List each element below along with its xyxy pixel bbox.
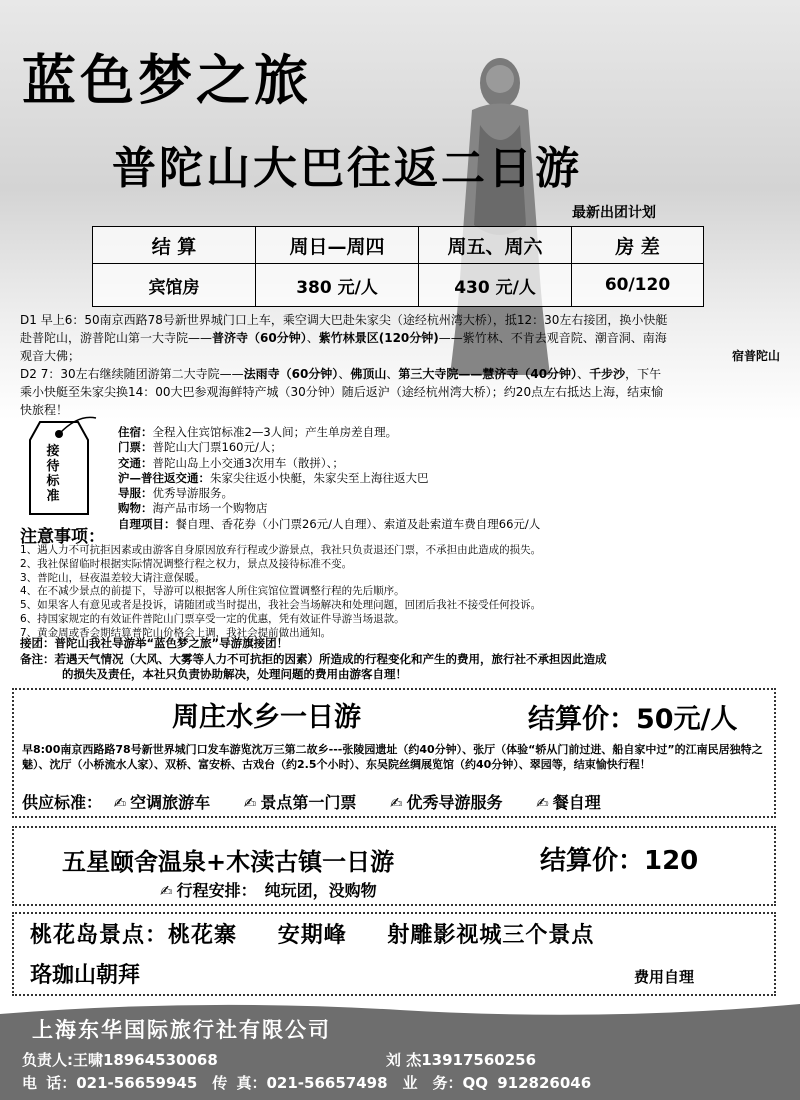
price-table-header [93, 227, 704, 264]
standard-item [118, 440, 540, 455]
itinerary-day1 [20, 311, 780, 365]
price-cell: 60/120 [572, 264, 704, 307]
standard-value: 普陀山大门票160元/人； [152, 440, 282, 455]
standard-value: 餐自理、香花券（小门票26元/人自理）、索道及赴索道车费自理66元/人 [175, 516, 541, 531]
standard-value: 海产品市场一个购物店 [152, 501, 268, 516]
itinerary-bold: 千步沙 [589, 367, 626, 381]
contact-manager: 负责人:王啸18964530068 [22, 1051, 218, 1069]
supply-text: 优秀导游服务 [406, 793, 503, 812]
itinerary-bold: 第三大寺院——慧济寺（40分钟） [398, 367, 578, 381]
tour3-spot: 射雕影视城三个景点 [387, 923, 595, 948]
brand-title: 蓝色梦之旅 [22, 49, 312, 112]
itinerary-line [20, 365, 780, 383]
header-cell: 房 差 [572, 227, 704, 264]
supply-text: 景点第一门票 [260, 793, 357, 812]
supply-item [244, 793, 357, 812]
tour1-supply [22, 790, 782, 813]
tour2-title: 五星颐舍温泉+木渎古镇一日游 [62, 848, 395, 876]
price-cell: 430 元/人 [419, 264, 572, 307]
tour2-price: 结算价：120 [540, 846, 699, 876]
tour3-fee: 费用自理 [634, 968, 695, 986]
price-cell: 宾馆房 [93, 264, 256, 307]
itinerary-line [20, 329, 780, 347]
notice-item: 3、普陀山，昼夜温差较大请注意保暖。 [20, 571, 206, 584]
supply-text: 空调旅游车 [130, 793, 211, 812]
standard-item [118, 471, 540, 486]
itinerary-bold: 法雨寺（60分钟） [243, 367, 339, 381]
supply-label: 供应标准： [22, 793, 103, 812]
standard-key: 交通： [118, 455, 153, 470]
tour2-desc-text: 行程安排： 纯玩团，没购物 [176, 881, 377, 900]
itinerary-text: 、 [338, 367, 351, 381]
pen-icon: ✍ [160, 882, 173, 900]
itinerary-text: 、 [577, 367, 590, 381]
pen-icon: ✍ [389, 794, 403, 812]
notice-title: 注意事项： [20, 527, 105, 547]
itinerary-text: 、 [386, 367, 399, 381]
remark-line: 的损失及责任，本社只负责协助解决，处理问题的费用由游客自理！ [62, 667, 407, 681]
pen-icon: ✍ [113, 794, 127, 812]
remark-line: 备注：若遇天气情况（大风、大雾等人力不可抗拒的因素）所造成的行程变化和产生的费用，旅行社不承担因此造成 [20, 651, 607, 666]
price-table [92, 226, 704, 307]
itinerary-text: ，下午 [625, 367, 662, 381]
standard-item [118, 425, 540, 440]
tour1-title: 周庄水乡一日游 [172, 702, 361, 733]
itinerary-bold: 紫竹林景区(120分钟) [318, 331, 439, 345]
standard-key: 自理项目： [118, 516, 176, 531]
itinerary-text: 、 [306, 331, 319, 345]
contact-second: 刘 杰13917560256 [386, 1051, 537, 1069]
standard-item [118, 456, 540, 471]
latest-plan-label: 最新出团计划 [572, 205, 656, 221]
tour3-line1 [30, 918, 626, 949]
itinerary-text: ——紫竹林、不肯去观音院、潮音洞、南海 [438, 331, 667, 345]
itinerary-bold: 普济寺（60分钟） [212, 331, 307, 345]
pen-icon: ✍ [243, 794, 257, 812]
itinerary-text: D2 7：30左右继续随团游第二大寺院—— [20, 367, 244, 381]
reception-standards [118, 425, 540, 532]
standard-value: 全程入住宾馆标准2—3人间；产生单房差自理。 [152, 425, 398, 439]
itinerary-line: 乘小快艇至朱家尖换14：00大巴参观海鲜特产城（30分钟）随后返沪（途经杭州湾大桥）；约20点左右抵达上海，结束愉 [20, 385, 664, 399]
notice-item: 6、持国家规定的有效证件普陀山门票享受一定的优惠，凭有效证件导游当场退款。 [20, 612, 405, 625]
notice-item: 5、如果客人有意见或者是投诉，请随团或当时提出，我社会当场解决和处理问题，回团后我社不接受任何投诉。 [20, 599, 542, 612]
standard-value: 优秀导游服务。 [152, 486, 233, 501]
standard-key: 购物： [118, 501, 153, 516]
header-cell: 周五、周六 [419, 227, 572, 264]
header-cell: 周日—周四 [256, 227, 419, 264]
standard-value: 普陀山岛上小交通3次用车（散拼）、； [152, 455, 344, 470]
standard-key: 沪—普往返交通： [118, 470, 210, 485]
notice-list [20, 544, 780, 641]
stay-label: 宿普陀山 [731, 349, 780, 363]
supply-item [390, 793, 503, 812]
standard-key: 住宿： [118, 425, 153, 439]
itinerary-day2 [20, 365, 780, 419]
standard-item [118, 486, 540, 501]
tour1-price: 结算价：50元/人 [528, 704, 738, 735]
itinerary-text: 观音大佛； [20, 349, 81, 363]
notice-item: 7、黄金周或香会期结算普陀山价格会上调，我社会提前做出通知。 [20, 626, 332, 639]
supply-item [114, 793, 211, 812]
pen-icon: ✍ [536, 794, 549, 812]
standard-item [118, 517, 540, 532]
itinerary-line: D1 早上6：50南京西路78号新世界城门口上车，乘空调大巴赴朱家尖（途经杭州湾大桥），抵12：30左右接团，换小快艇 [20, 313, 668, 327]
tour3-spot: 桃花岛景点：桃花寨 [30, 923, 238, 948]
standard-key: 门票： [118, 440, 153, 455]
notice-item: 4、在不减少景点的前提下，导游可以根据客人所住宾馆位置调整行程的先后顺序。 [20, 585, 405, 598]
itinerary-text: 赴普陀山，游普陀山第一大寺院—— [20, 331, 213, 345]
price-cell: 380 元/人 [256, 264, 419, 307]
tour3-line2: 珞珈山朝拜 [30, 963, 141, 988]
tag-label: 接待标准 [46, 444, 60, 504]
price-table-row [93, 264, 704, 307]
tour2-desc [160, 878, 377, 901]
standard-item [118, 501, 540, 516]
notice-item: 2、我社保留临时根据实际情况调整行程之权力，景点及接待标准不变。 [20, 557, 353, 570]
standard-key: 导服： [118, 486, 153, 501]
tour1-desc: 早8:00南京西路路78号新世界城门口发车游览沈万三第二故乡---张陵园遗址（约40分钟）、张厅（体验“轿从门前过进、船自家中过”的江南民居独特之魅）、沈厅（小桥流水人家）、双桥、富安桥、古戏台（约2.5个小时）、东吴院丝绸展览馆（约40分钟）、翠园等，结束愉快行程！ [22, 743, 763, 771]
reception-remarks [20, 636, 780, 683]
itinerary-bold: 佛顶山 [350, 367, 387, 381]
supply-item [536, 793, 601, 812]
header-cell: 结 算 [93, 227, 256, 264]
tour3-spot: 安期峰 [277, 923, 347, 948]
contact-phone-fax: 电 话：021-56659945 传 真：021-56657498 业 务：QQ 912826046 [22, 1074, 592, 1092]
tour-subtitle: 普陀山大巴往返二日游 [112, 143, 582, 194]
notice-item: 1、遇人力不可抗拒因素或由游客自身原因放弃行程或少游景点，我社只负责退还门票，不承担由此造成的损失。 [20, 544, 542, 556]
standard-value: 朱家尖往返小快艇，朱家尖至上海往返大巴 [210, 470, 429, 485]
supply-text: 餐自理 [552, 793, 601, 812]
reception-line: 接团：普陀山我社导游举“蓝色梦之旅”导游旗接团！ [20, 636, 289, 650]
itinerary-line [20, 347, 780, 365]
company-name: 上海东华国际旅行社有限公司 [32, 1018, 331, 1042]
itinerary-line: 快旅程！ [20, 403, 69, 417]
